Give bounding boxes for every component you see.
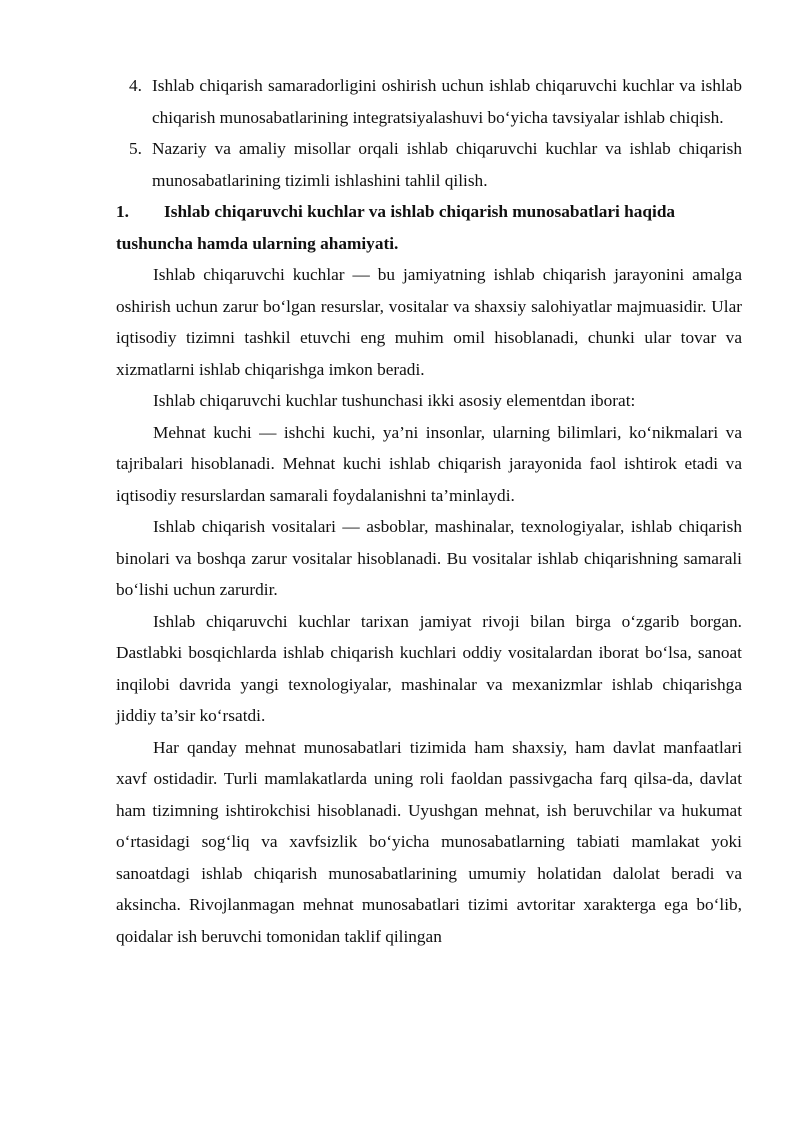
list-item-text: Ishlab chiqarish samaradorligini oshirish uchun ishlab chiqaruvchi kuchlar va ishlab chiqarish munosabatlarining integratsiyalashuvi bo‘yicha tavsiyalar ishlab chiqish.: [152, 76, 742, 127]
section-number: 1.: [116, 202, 129, 221]
list-item-text: Nazariy va amaliy misollar orqali ishlab chiqaruvchi kuchlar va ishlab chiqarish munosabatlarining tizimli ishlashini tahlil qilish.: [152, 139, 742, 190]
section-title: Ishlab chiqaruvchi kuchlar va ishlab chiqarish munosabatlari haqida tushuncha hamda ularning ahamiyati.: [116, 202, 676, 253]
list-item: [116, 70, 742, 133]
body-paragraph: Ishlab chiqaruvchi kuchlar — bu jamiyatning ishlab chiqarish jarayonini amalga oshirish uchun zarur bo‘lgan resurslar, vositalar va shaxsiy salohiyatlar majmuasidir. Ular iqtisodiy tizimni tashkil etuvchi eng muhim omil hisoblanadi, chunki ular tovar va xizmatlarni ishlab chiqarishga imkon beradi.: [116, 265, 742, 379]
body-paragraph: Ishlab chiqarish vositalari — asboblar, mashinalar, texnologiyalar, ishlab chiqarish binolari va boshqa zarur vositalar hisoblanadi. Bu vositalar ishlab chiqarishning samarali bo‘lishi uchun zarurdir.: [116, 517, 742, 599]
list-item-number: 5.: [129, 139, 142, 158]
body-paragraph: Ishlab chiqaruvchi kuchlar tarixan jamiyat rivoji bilan birga o‘zgarib borgan. Dastlabki bosqichlarda ishlab chiqarish kuchlari oddiy vositalardan iborat bo‘lsa, sanoat inqilobi davrida yangi texnologiyalar, mashinalar va mexanizmlar ishlab chiqarishga jiddiy ta’sir ko‘rsatdi.: [116, 611, 742, 725]
document-content: [116, 70, 742, 952]
body-paragraph: Mehnat kuchi — ishchi kuchi, ya’ni insonlar, ularning bilimlari, ko‘nikmalari va tajribalari hisoblanadi. Mehnat kuchi ishlab chiqarish jarayonida faol ishtirok etadi va iqtisodiy resurslardan samarali foydalanishni ta’minlaydi.: [116, 422, 742, 505]
section-heading: [116, 196, 742, 259]
body-paragraph: Ishlab chiqaruvchi kuchlar tushunchasi ikki asosiy elementdan iborat:: [153, 391, 636, 410]
body-paragraph: Har qanday mehnat munosabatlari tizimida ham shaxsiy, ham davlat manfaatlari xavf ostidadir. Turli mamlakatlarda uning roli faoldan passivgacha farq qilsa-da, davlat ham tizimning ishtirokchisi hisoblanadi. Uyushgan mehnat, ish beruvchilar va hukumat o‘rtasidagi sog‘liq va xavfsizlik bo‘yicha munosabatlarning tabiati mamlakat yoki sanoatdagi ishlab chiqarish munosabatlarining umumiy holatidan dalolat beradi va aksincha. Rivojlanmagan mehnat munosabatlari tizimi avtoritar xarakterga ega bo‘lib, qoidalar ish beruvchi tomonidan taklif qilingan: [116, 737, 742, 946]
list-item-number: 4.: [129, 76, 142, 95]
list-item: [116, 133, 742, 196]
